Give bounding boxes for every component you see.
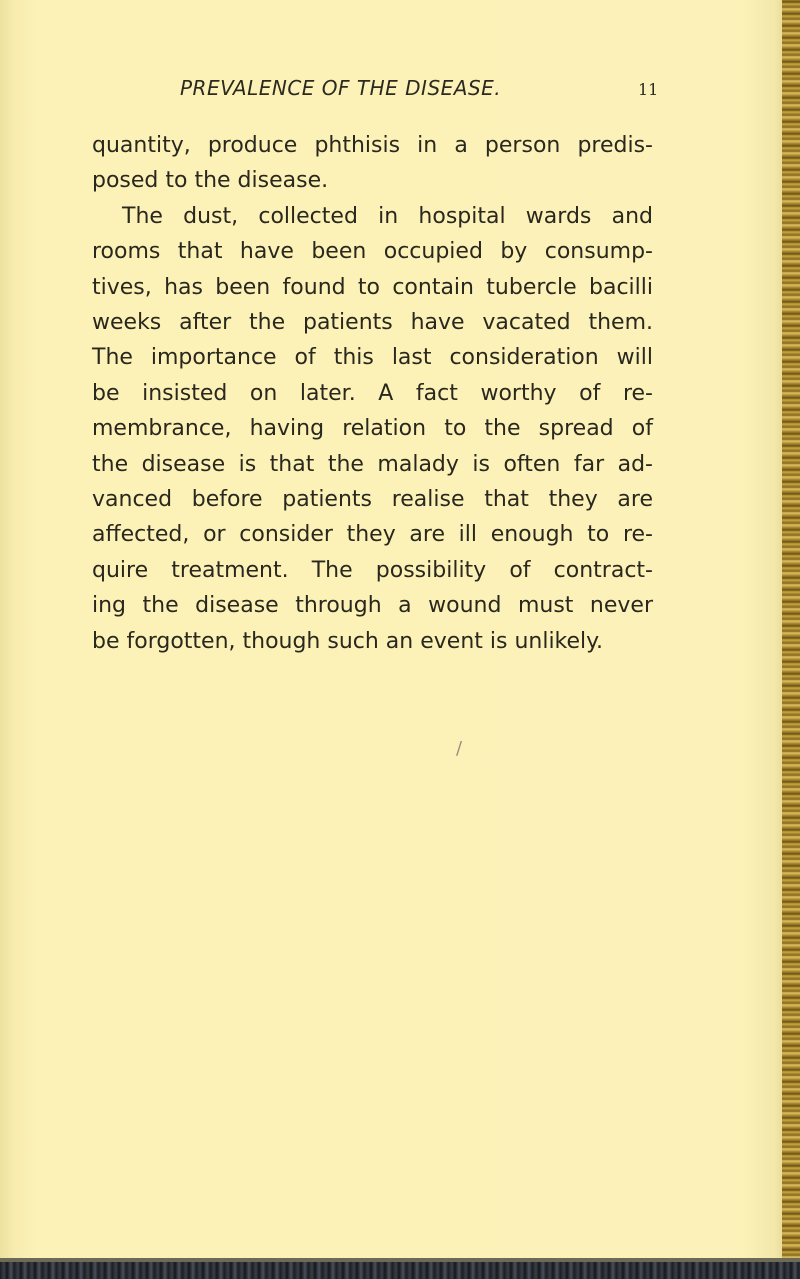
text-line: weeks after the patients have vacated them. (92, 310, 653, 336)
running-head: PREVALENCE OF THE DISEASE. (180, 76, 502, 100)
text-line: affected, or consider they are ill enough to re- (92, 522, 653, 548)
text-line: vanced before patients realise that they are (92, 487, 653, 513)
text-line: rooms that have been occupied by consump- (92, 239, 653, 265)
text-line: the disease is that the malady is often far ad- (92, 451, 653, 477)
book-fore-edge (782, 0, 800, 1279)
text-line: ing the disease through a wound must never (92, 593, 653, 619)
text-line: The importance of this last consideration will (92, 345, 653, 371)
text-line: The dust, collected in hospital wards and (122, 203, 653, 229)
text-line: be forgotten, though such an event is unlikely. (92, 628, 604, 654)
text-line: be insisted on later. A fact worthy of re- (92, 380, 653, 406)
text-line: tives, has been found to contain tubercle bacilli (92, 274, 653, 300)
text-line: membrance, having relation to the spread of (92, 416, 653, 442)
text-line: quantity, produce phthisis in a person predis- (92, 133, 653, 158)
text-line: posed to the disease. (92, 168, 329, 194)
stray-pencil-mark: / (456, 738, 463, 759)
book-bottom-edge (0, 1258, 800, 1279)
page-number: 11 (638, 80, 659, 99)
text-line: quire treatment. The possibility of contract- (92, 557, 653, 583)
body-text (92, 128, 712, 659)
